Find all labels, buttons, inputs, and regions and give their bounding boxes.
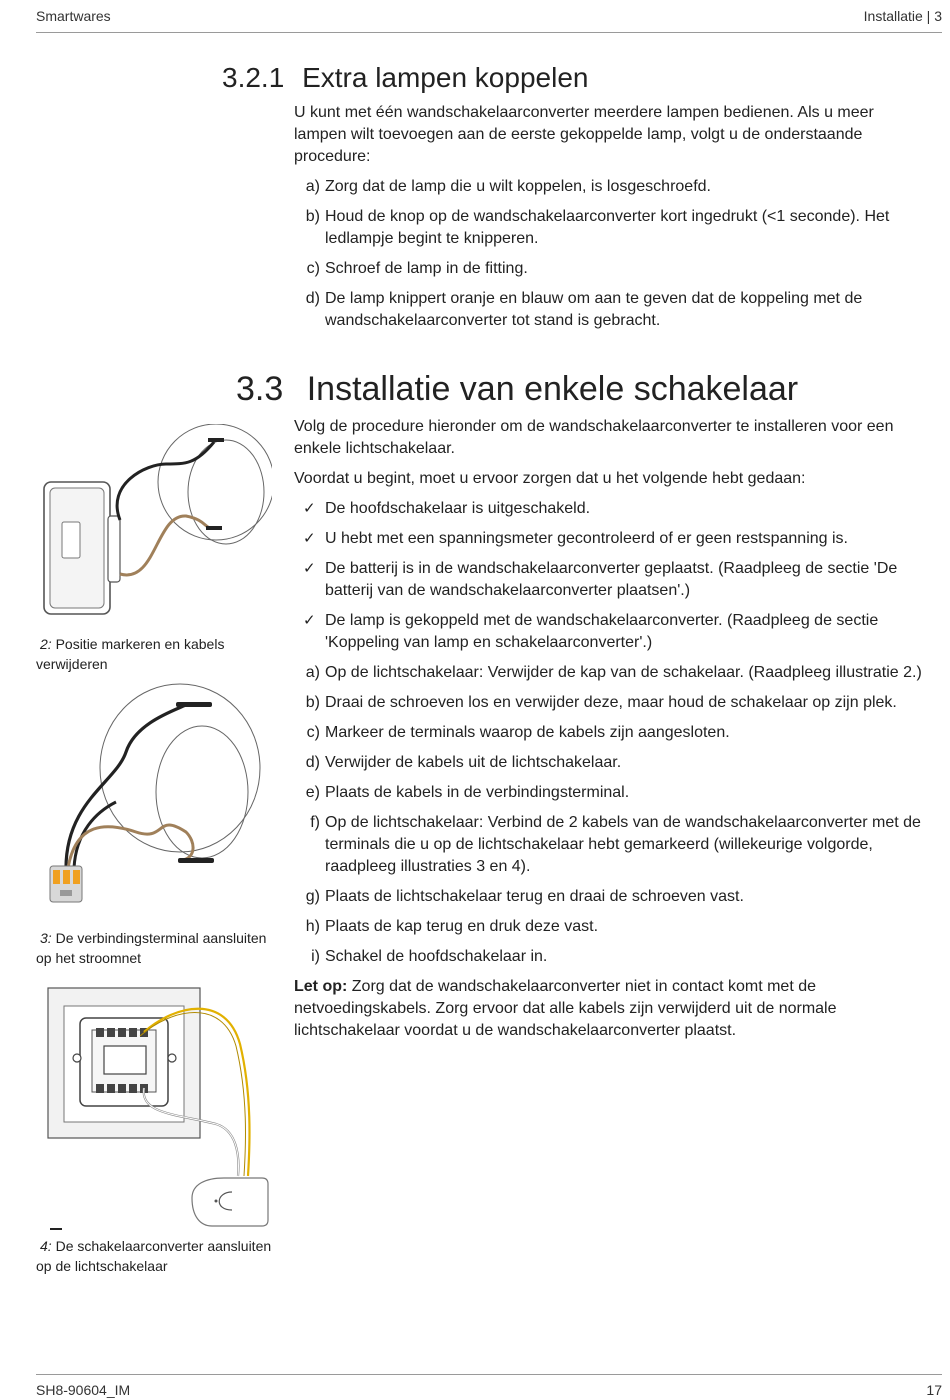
figure-number: 2: — [40, 636, 52, 652]
before-paragraph: Voordat u begint, moet u ervoor zorgen dat u het volgende hebt gedaan: — [294, 470, 806, 487]
checklist — [294, 498, 926, 654]
list-marker: a) — [305, 178, 320, 195]
intro-paragraph: U kunt met één wandschakelaarconverter meerdere lampen bedienen. Als u meer lampen wilt toevoegen aan de eerste gekoppelde lamp, volgt u de onderstaande procedure: — [294, 104, 874, 165]
page-header — [36, 8, 942, 33]
list-text: Plaats de kabels in de verbindingsterminal. — [325, 784, 630, 801]
brown-wire — [120, 516, 212, 575]
list-text: De lamp is gekoppeld met de wandschakelaarconverter. (Raadpleeg de sectie 'Koppeling van lamp en schakelaarconverter'.) — [325, 612, 879, 651]
list-text: De batterij is in de wandschakelaarconverter geplaatst. (Raadpleeg de sectie 'De batterij van de wandschakelaarconverter plaatsen'.) — [325, 560, 898, 599]
caption-text: Positie markeren en kabels verwijderen — [36, 636, 225, 672]
list-marker: a) — [305, 664, 320, 681]
wall-switch-drawing — [44, 482, 120, 614]
list-marker: e) — [305, 784, 320, 801]
caption-text: De verbindingsterminal aansluiten op het stroomnet — [36, 930, 267, 966]
figure-3-caption — [36, 928, 272, 968]
figure-4-caption — [36, 1236, 272, 1276]
list-item — [294, 812, 926, 878]
black-wire — [66, 704, 188, 868]
section-number: 3.2.1 — [222, 62, 285, 93]
list-text: Draai de schroeven los en verwijder deze, maar houd de schakelaar op zijn plek. — [325, 694, 897, 711]
list-text: Verwijder de kabels uit de lichtschakelaar. — [325, 754, 622, 771]
list-text: De lamp knippert oranje en blauw om aan te geven dat de koppeling met de wandschakelaarconverter tot stand is gebracht. — [325, 290, 863, 329]
section-3-3-body — [294, 416, 926, 1050]
wire-end-marker — [178, 858, 214, 863]
section-3-2-1-heading — [222, 62, 588, 94]
section-3-2-1-body — [294, 102, 926, 340]
list-marker: i) — [311, 948, 320, 965]
list-text: Zorg dat de lamp die u wilt koppelen, is losgeschroefd. — [325, 178, 711, 195]
list-marker: g) — [305, 888, 320, 905]
brown-wire — [68, 825, 193, 868]
list-item — [294, 206, 926, 250]
list-item — [294, 752, 926, 774]
list-text: Plaats de lichtschakelaar terug en draai de schroeven vast. — [325, 888, 744, 905]
steps-list — [294, 176, 926, 332]
check-icon: ✓ — [303, 560, 316, 577]
list-item — [294, 886, 926, 908]
list-text: Markeer de terminals waarop de kabels zijn aangesloten. — [325, 724, 730, 741]
check-icon: ✓ — [303, 530, 316, 547]
check-item — [294, 528, 926, 550]
connection-terminal — [50, 866, 82, 902]
figure-4-illustration — [36, 984, 272, 1234]
section-title: Extra lampen koppelen — [302, 62, 589, 93]
list-marker: d) — [305, 290, 320, 307]
list-text: Houd de knop op de wandschakelaarconverter kort ingedrukt (<1 seconde). Het ledlampje begint te knipperen. — [325, 208, 890, 247]
list-text: De hoofdschakelaar is uitgeschakeld. — [325, 500, 591, 517]
header-section: Installatie | 3 — [863, 8, 942, 24]
list-item — [294, 692, 926, 714]
check-item — [294, 558, 926, 602]
list-text: Op de lichtschakelaar: Verbind de 2 kabels van de wandschakelaarconverter met de terminals die u op de lichtschakelaar hebt gemarkeerd (willekeurige volgorde, raadpleeg illustraties 3 en 4). — [325, 814, 921, 875]
figure-number: 4: — [40, 1238, 52, 1254]
check-icon: ✓ — [303, 612, 316, 629]
list-marker: d) — [305, 754, 320, 771]
figure-3-illustration — [36, 682, 272, 908]
document-code: SH8-90604_IM — [36, 1382, 131, 1398]
dash-mark — [50, 1228, 62, 1230]
list-item — [294, 176, 926, 198]
list-text: Plaats de kap terug en druk deze vast. — [325, 918, 599, 935]
list-marker: f) — [310, 814, 320, 831]
steps-list — [294, 662, 926, 968]
list-marker: h) — [305, 918, 320, 935]
figure-2-caption — [36, 634, 272, 674]
note-paragraph — [294, 976, 926, 1042]
section-number: 3.3 — [236, 370, 284, 408]
list-item — [294, 946, 926, 968]
list-marker: b) — [305, 208, 320, 225]
list-marker: c) — [306, 260, 320, 277]
list-text: Schakel de hoofdschakelaar in. — [325, 948, 548, 965]
section-3-3-heading — [236, 370, 798, 409]
list-text: U hebt met een spanningsmeter gecontroleerd of er geen restspanning is. — [325, 530, 848, 547]
list-item — [294, 782, 926, 804]
check-icon: ✓ — [303, 500, 316, 517]
list-text: Op de lichtschakelaar: Verwijder de kap van de schakelaar. (Raadpleeg illustratie 2.) — [325, 664, 922, 681]
check-item — [294, 498, 926, 520]
list-marker: c) — [306, 724, 320, 741]
caption-text: De schakelaarconverter aansluiten op de lichtschakelaar — [36, 1238, 272, 1274]
section-title: Installatie van enkele schakelaar — [306, 370, 799, 408]
wire-end-marker — [206, 526, 222, 530]
figure-2-illustration — [36, 424, 272, 620]
wire-end-marker — [176, 702, 212, 707]
note-text: Zorg dat de wandschakelaarconverter niet in contact komt met de netvoedingskabels. Zorg ervoor dat alle kabels zijn verwijderd uit de normale lichtschakelaar voordat u de wandschakelaarconverter plaatst. — [294, 978, 837, 1039]
wire-end-marker — [208, 438, 224, 442]
intro-paragraph: Volg de procedure hieronder om de wandschakelaarconverter te installeren voor een enkele lichtschakelaar. — [294, 418, 894, 457]
list-item — [294, 722, 926, 744]
list-marker: b) — [305, 694, 320, 711]
list-text: Schroef de lamp in de fitting. — [325, 260, 528, 277]
converter-module — [192, 1178, 268, 1226]
page-footer — [36, 1374, 942, 1398]
list-item — [294, 662, 926, 684]
note-label: Let op: — [294, 978, 348, 995]
list-item — [294, 916, 926, 938]
list-item — [294, 258, 926, 280]
figure-number: 3: — [40, 930, 52, 946]
list-item — [294, 288, 926, 332]
check-item — [294, 610, 926, 654]
header-brand: Smartwares — [36, 8, 111, 24]
page-number: 17 — [926, 1382, 942, 1398]
